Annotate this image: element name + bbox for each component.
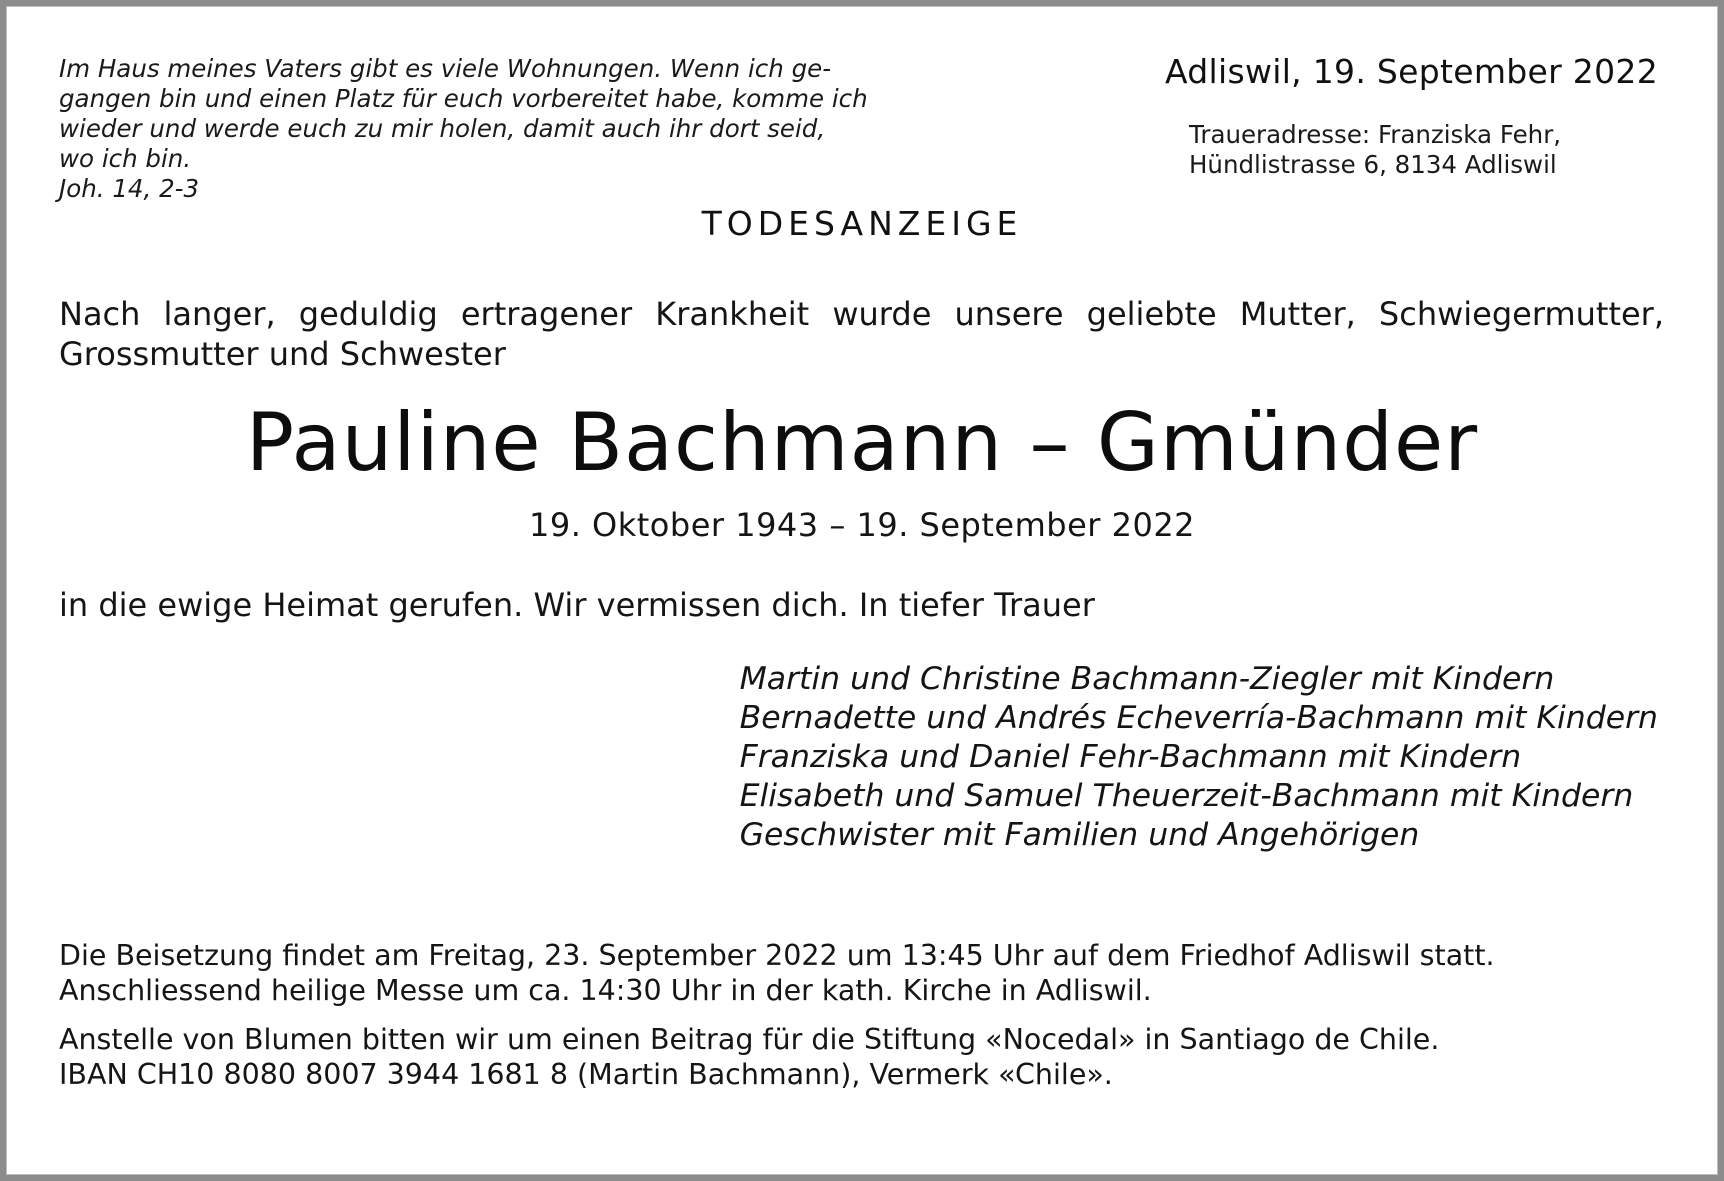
address-line: Traueradresse: Franziska Fehr, bbox=[1189, 120, 1562, 149]
verse-line: wo ich bin. bbox=[59, 144, 192, 173]
funeral-info bbox=[59, 938, 1495, 1008]
verse-line: Im Haus meines Vaters gibt es viele Wohnungen. Wenn ich ge- bbox=[59, 54, 832, 83]
mourner-entry: Franziska und Daniel Fehr-Bachmann mit Kindern bbox=[739, 739, 1522, 775]
mourner-entry: Martin und Christine Bachmann-Ziegler mit Kindern bbox=[739, 661, 1555, 697]
donation-line: IBAN CH10 8080 8007 3944 1681 8 (Martin Bachmann), Vermerk «Chile». bbox=[59, 1058, 1113, 1091]
mourning-address bbox=[1189, 120, 1561, 180]
intro-text: Nach langer, geduldig ertragener Krankheit wurde unsere geliebte Mutter, Schwiegermutter, Grossmutter und Schwester bbox=[59, 295, 1664, 373]
deceased-name: Pauline Bachmann – Gmünder bbox=[245, 396, 1479, 489]
funeral-line: Anschliessend heilige Messe um ca. 14:30 Uhr in der kath. Kirche in Adliswil. bbox=[59, 974, 1152, 1007]
notice-heading: TODESANZEIGE bbox=[701, 204, 1023, 243]
verse-line: gangen bin und einen Platz für euch vorbereitet habe, komme ich bbox=[59, 84, 868, 113]
mourner-entry: Elisabeth und Samuel Theuerzeit-Bachmann mit Kindern bbox=[739, 778, 1634, 814]
funeral-line: Die Beisetzung findet am Freitag, 23. September 2022 um 13:45 Uhr auf dem Friedhof Adliswil statt. bbox=[59, 939, 1495, 972]
deceased-lifespan: 19. Oktober 1943 – 19. September 2022 bbox=[528, 506, 1196, 544]
mourner-entry: Geschwister mit Familien und Angehörigen bbox=[739, 817, 1420, 853]
donation-info bbox=[59, 1022, 1439, 1092]
bible-verse bbox=[59, 54, 868, 204]
closing-text: in die ewige Heimat gerufen. Wir vermissen dich. In tiefer Trauer bbox=[59, 586, 1095, 624]
donation-line: Anstelle von Blumen bitten wir um einen Beitrag für die Stiftung «Nocedal» in Santiago de Chile. bbox=[59, 1023, 1440, 1056]
place-date: Adliswil, 19. September 2022 bbox=[1164, 52, 1658, 91]
verse-line: wieder und werde euch zu mir holen, damit auch ihr dort seid, bbox=[59, 114, 826, 143]
obituary-notice bbox=[6, 6, 1718, 1175]
mourner-entry: Bernadette und Andrés Echeverría-Bachmann mit Kindern bbox=[739, 700, 1658, 736]
address-line: Hündlistrasse 6, 8134 Adliswil bbox=[1189, 150, 1557, 179]
mourners-list bbox=[740, 660, 1658, 855]
verse-reference: Joh. 14, 2-3 bbox=[59, 174, 200, 203]
